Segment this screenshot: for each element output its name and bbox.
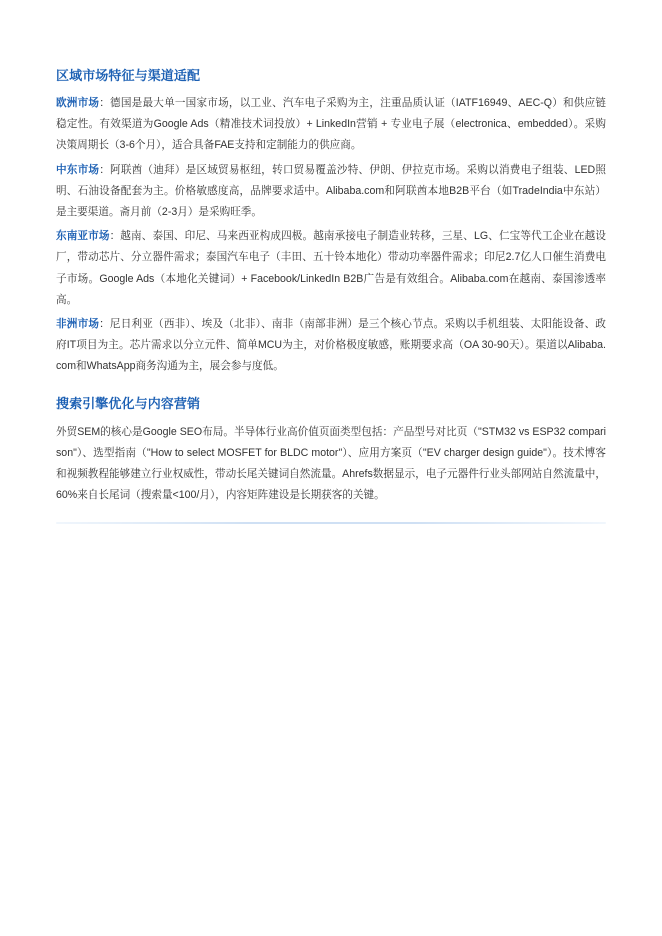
paragraph-seo: 外贸SEM的核心是Google SEO布局。半导体行业高价值页面类型包括：产品型号对比页（"STM32 vs ESP32 comparison"）、选型指南（"How to select MOSFET for BLDC motor"）、应用方案页（"EV charger design guide"）。技术博客和视频教程能够建立行业权威性，带动长尾关键词自然流量。Ahrefs数据显示，电子元器件行业头部网站自然流量中，60%来自长尾词（搜索量<100/月），内容矩阵建设是长期获客的关键。 xyxy=(56,425,606,502)
paragraph-middle-east xyxy=(56,160,606,224)
label-europe: 欧洲市场 xyxy=(56,97,100,109)
section-title-seo: 搜索引擎优化与内容营销 xyxy=(56,395,201,411)
paragraph-southeast-asia xyxy=(56,226,606,311)
label-middle-east: 中东市场 xyxy=(56,163,100,176)
label-africa: 非洲市场 xyxy=(56,318,100,331)
text-southeast-asia: ：越南、泰国、印尼、马来西亚构成四极。越南承接电子制造业转移，三星、LG、仁宝等代工企业在越设厂，带动芯片、分立器件需求；泰国汽车电子（丰田、五十铃本地化）带动功率器件需求；印尼2.7亿人口催生消费电子市场。Google Ads（本地化关键词）+ Facebook/LinkedIn B2B广告是有效组合。Alibaba.com在越南、泰国渗透率高。 xyxy=(56,230,606,306)
section-divider xyxy=(56,522,606,524)
paragraph-europe xyxy=(56,93,606,157)
text-europe: ：德国是最大单一国家市场，以工业、汽车电子采购为主，注重品质认证（IATF16949、AEC-Q）和供应链稳定性。有效渠道为Google Ads（精准技术词投放）+ LinkedIn营销 + 专业电子展（electronica、embedded）。采购决策周期长（3-6个月），适合具备FAE支持和定制能力的供应商。 xyxy=(56,97,607,152)
paragraph-africa xyxy=(56,314,606,378)
document-body xyxy=(56,66,606,506)
text-africa: ：尼日利亚（西非）、埃及（北非）、南非（南部非洲）是三个核心节点。采购以手机组装、太阳能设备、政府IT项目为主。芯片需求以分立元件、简单MCU为主，对价格极度敏感，账期要求高（OA 30-90天）。渠道以Alibaba.com和WhatsApp商务沟通为主，展会参与度低。 xyxy=(56,318,606,373)
section-title-regional: 区域市场特征与渠道适配 xyxy=(56,68,201,83)
text-middle-east: ：阿联酋（迪拜）是区域贸易枢纽，转口贸易覆盖沙特、伊朗、伊拉克市场。采购以消费电子组装、LED照明、石油设备配套为主。价格敏感度高，品牌要求适中。Alibaba.com和阿联酋本地B2B平台（如TradeIndia中东站）是主要渠道。斋月前（2-3月）是采购旺季。 xyxy=(56,163,606,219)
label-southeast-asia: 东南亚市场 xyxy=(56,230,110,243)
